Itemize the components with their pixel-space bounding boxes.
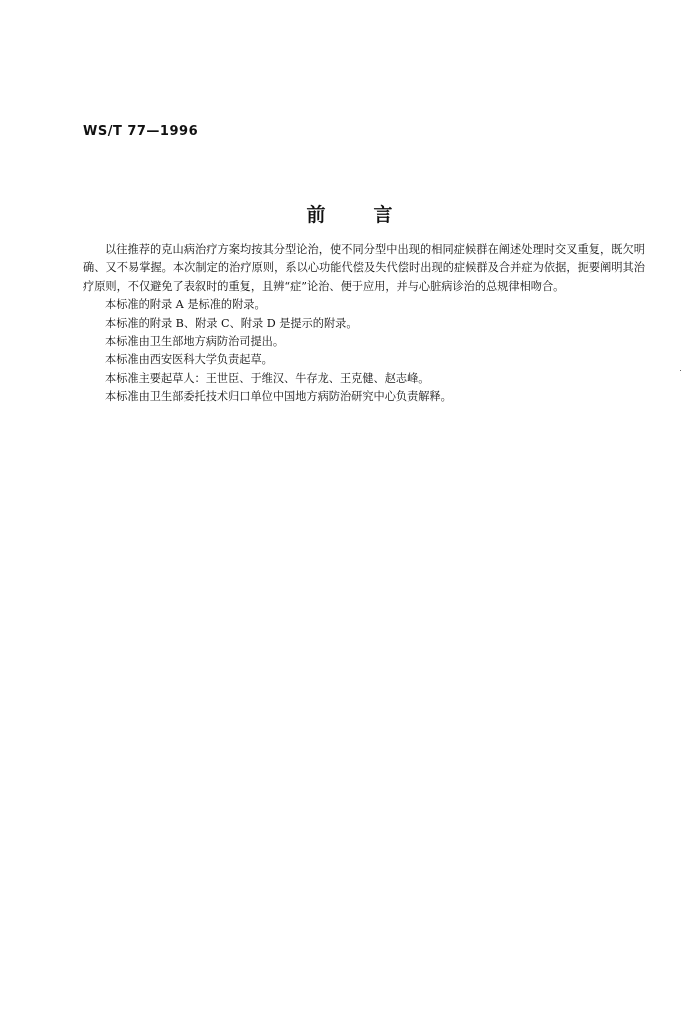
standard-number: WS/T 77—1996 <box>83 124 199 139</box>
foreword-paragraph: 以往推荐的克山病治疗方案均按其分型论治，使不同分型中出现的相同症候群在阐述处理时交叉重复，既欠明确、又不易掌握。本次制定的治疗原则，系以心功能代偿及失代偿时出现的症候群及合并症为依据，扼要阐明其治疗原则，不仅避免了表叙时的重复，且辨“症”论治、便于应用，并与心脏病诊治的总规律相吻合。 <box>83 243 645 293</box>
foreword-body <box>83 241 645 407</box>
scan-speck <box>680 370 681 371</box>
interpretation-statement: 本标准由卫生部委托技术归口单位中国地方病防治研究中心负责解释。 <box>105 390 452 404</box>
drafter-statement: 本标准由西安医科大学负责起草。 <box>105 353 273 367</box>
title-char-2: 言 <box>373 204 393 226</box>
title-char-1: 前 <box>306 204 326 226</box>
page-title <box>0 200 699 227</box>
drafters-list: 本标准主要起草人：王世臣、于维汉、牛存龙、王克健、赵志峰。 <box>105 371 430 385</box>
proposer-statement: 本标准由卫生部地方病防治司提出。 <box>105 335 285 349</box>
appendix-a-statement: 本标准的附录 A 是标准的附录。 <box>105 298 266 312</box>
appendix-bcd-statement: 本标准的附录 B、附录 C、附录 D 是提示的附录。 <box>105 316 358 330</box>
